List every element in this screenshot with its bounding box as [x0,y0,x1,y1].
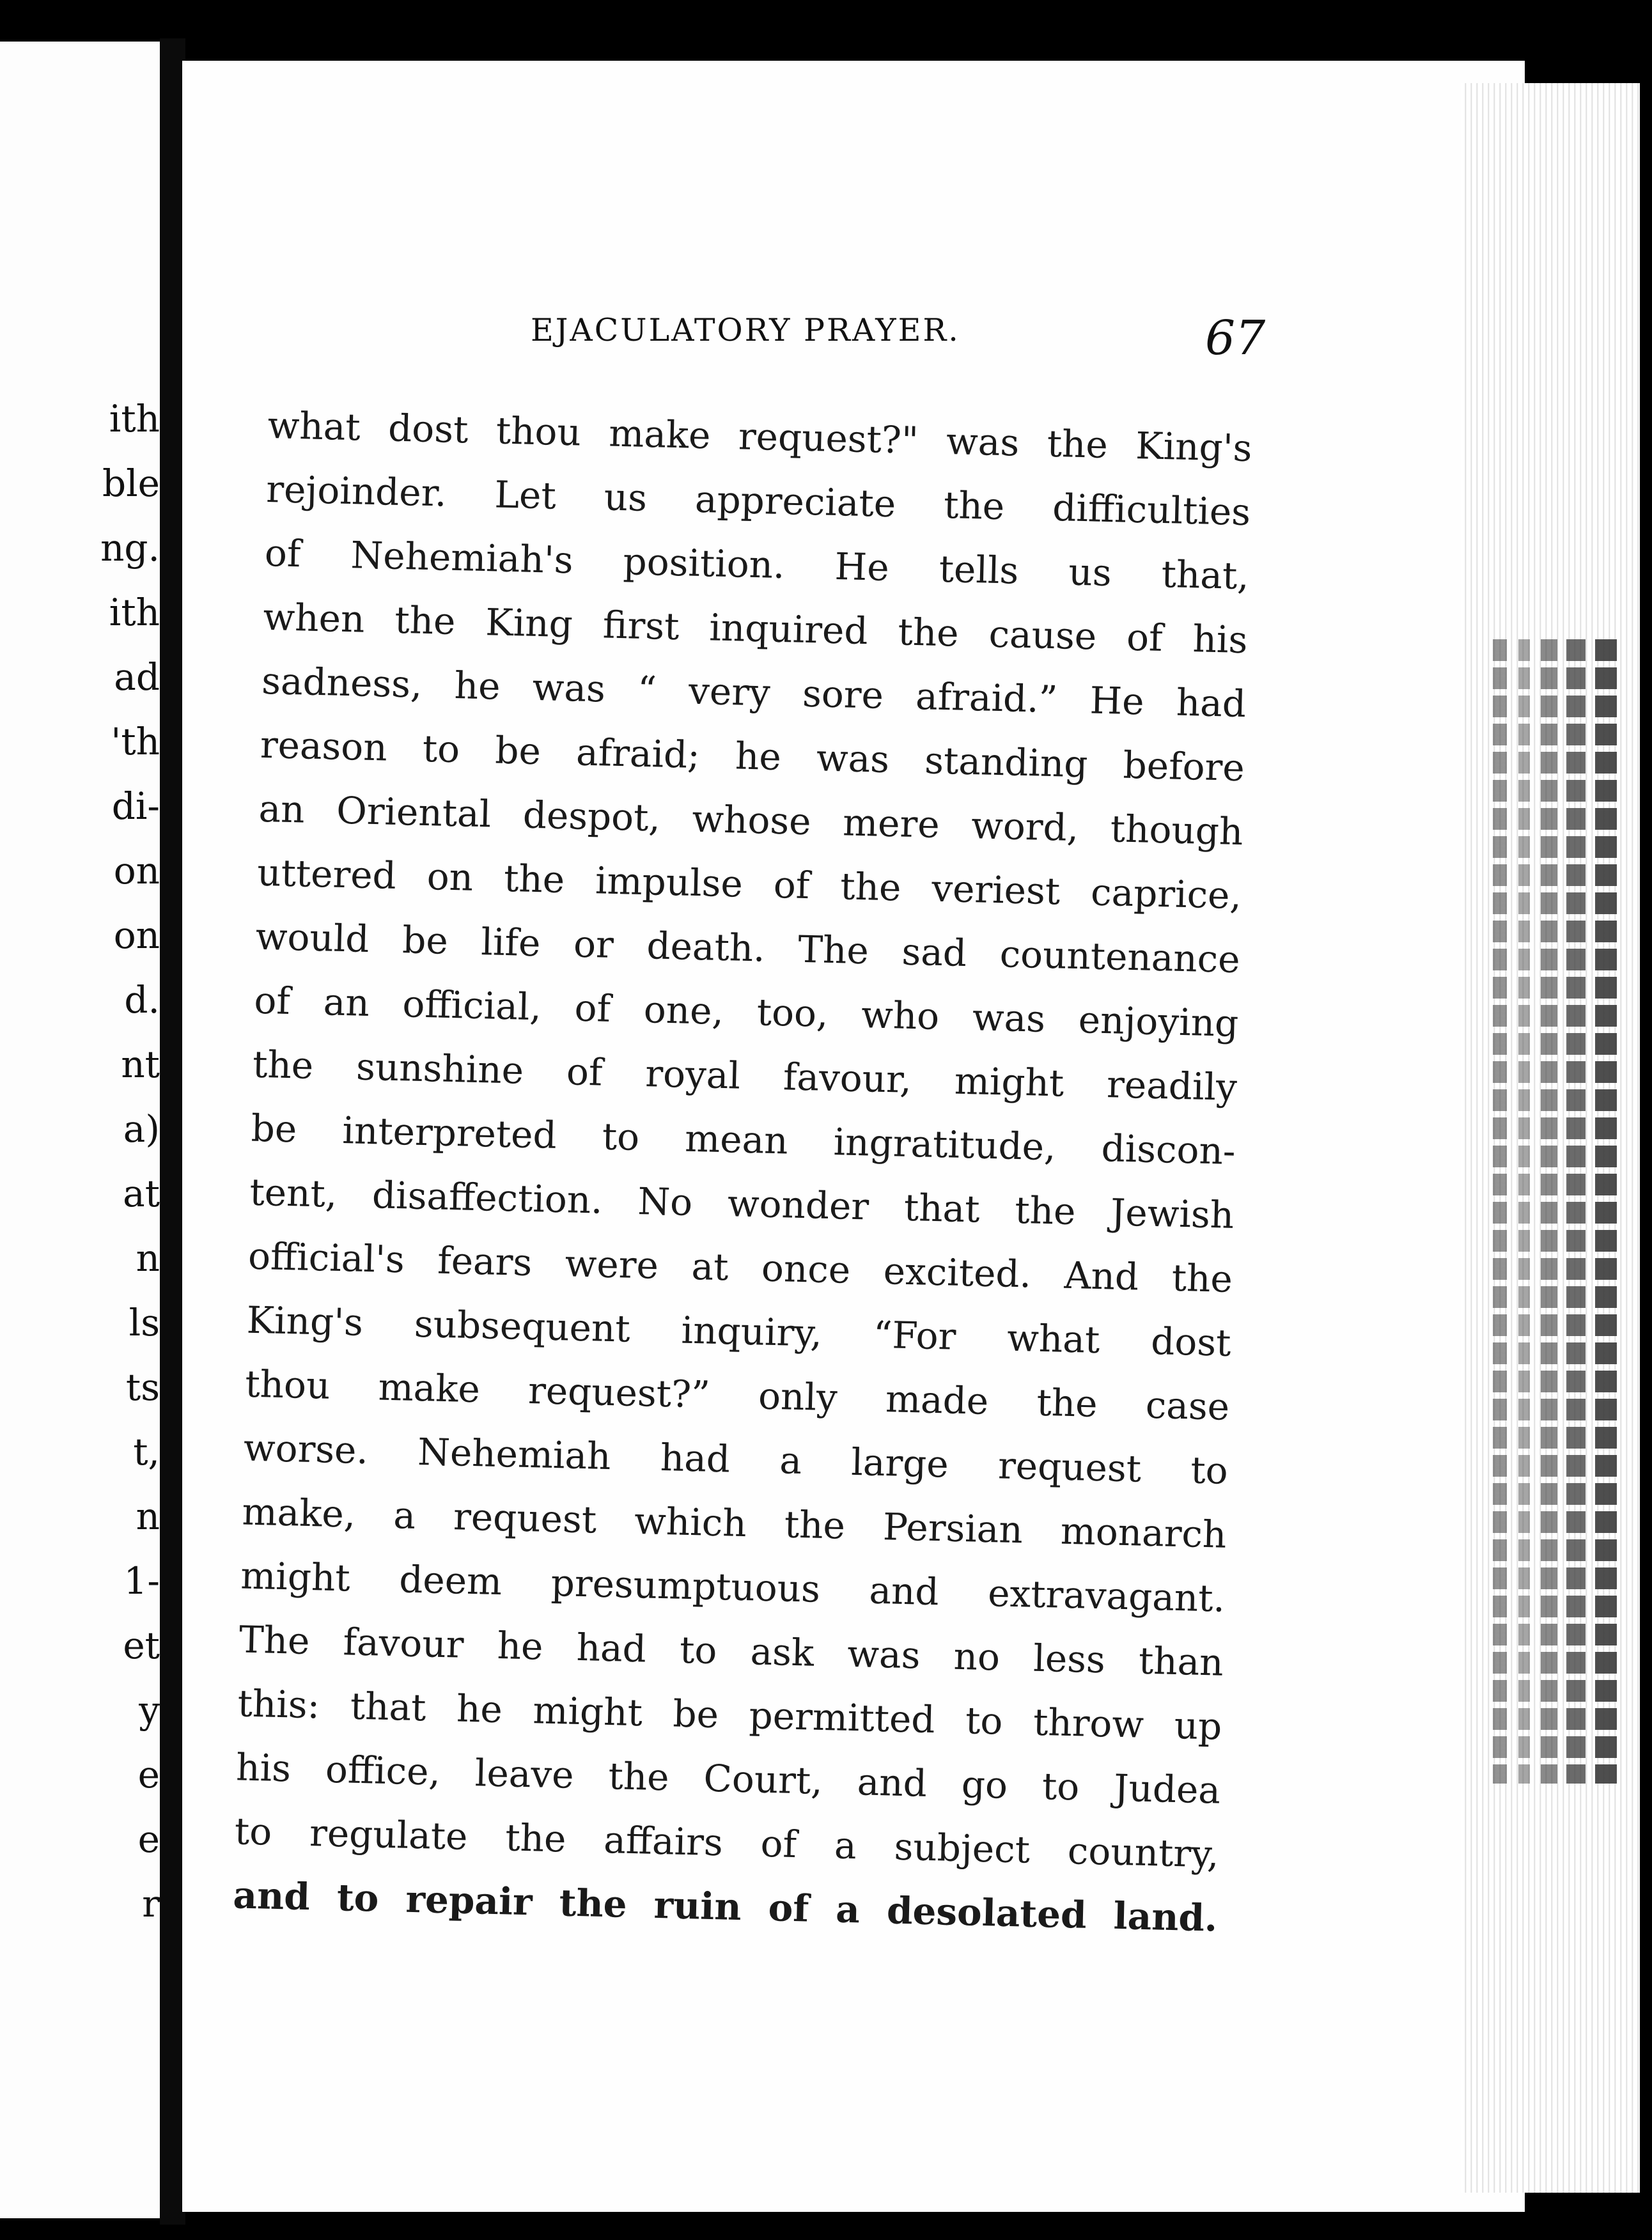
text-line: when the King first inquired the cause of his [262,595,1249,662]
left-facing-page [0,42,160,2218]
text-line: to regulate the affairs of a subject country, [234,1809,1220,1876]
text-line: thou make request?” only made the case [244,1362,1230,1429]
bleed-through-marks [1493,639,1621,1784]
left-page-text-fragments [100,387,160,1936]
left-fragment: di- [111,784,160,828]
left-fragment: ts [125,1365,160,1409]
left-fragment: at [123,1172,160,1215]
text-line: rejoinder. Let us appreciate the difficulties [265,467,1251,534]
text-line: worse. Nehemiah had a large request to [243,1426,1229,1493]
left-fragment: n [136,1236,160,1280]
text-line: the sunshine of royal favour, might readily [252,1042,1238,1109]
left-fragment: ng. [100,526,160,570]
left-fragment: d. [124,978,160,1022]
text-line: reason to be afraid; he was standing before [260,722,1245,790]
left-fragment: a) [123,1107,160,1151]
text-line: tent, disaffection. No wonder that the Jewish [249,1170,1235,1237]
body-text [232,393,1252,1950]
left-fragment: ble [102,462,160,505]
text-line: be interpreted to mean ingratitude, discon- [251,1106,1236,1173]
page-number: 67 [1205,311,1266,366]
text-line: what dost thou make request?" was the King's [267,403,1253,471]
text-line: might deem presumptuous and extravagant. [240,1553,1226,1621]
text-line: of an official, of one, too, who was enjoying [253,978,1239,1046]
left-fragment: y [139,1688,160,1732]
text-line: his office, leave the Court, and go to Judea [235,1745,1221,1812]
left-fragment: et [123,1624,160,1667]
book-gutter [160,38,185,2225]
left-fragment: t, [133,1430,160,1474]
text-line: make, a request which the Persian monarch [241,1489,1227,1557]
text-line: King's subsequent inquiry, “For what dost [246,1298,1232,1365]
left-fragment: ith [109,397,160,440]
left-fragment: nt [121,1043,160,1086]
text-line: uttered on the impulse of the veriest caprice, [256,850,1242,918]
text-line: The favour he had to ask was no less than [238,1617,1224,1684]
left-fragment: 1- [123,1559,160,1603]
text-line: and to repair the ruin of a desolated land. [232,1873,1219,1940]
left-fragment: on [113,849,160,892]
text-line: of Nehemiah's position. He tells us that, [264,531,1250,598]
left-fragment: ith [109,591,160,634]
left-fragment: on [113,914,160,957]
left-fragment: ad [114,655,160,699]
text-line: sadness, he was “ very sore afraid.” He had [261,658,1247,726]
left-fragment: e [137,1753,160,1796]
left-fragment: 'th [111,720,160,763]
text-line: this: that he might be permitted to throw up [237,1681,1223,1748]
left-fragment: ls [129,1301,160,1344]
left-fragment: e [137,1817,160,1861]
text-line: would be life or death. The sad countenance [255,914,1241,982]
running-head: EJACULATORY PRAYER. [531,312,960,348]
text-line: official's fears were at once excited. And the [247,1234,1233,1301]
left-fragment: n [136,1495,160,1538]
left-fragment: r [142,1882,160,1925]
text-line: an Oriental despot, whose mere word, though [258,786,1244,854]
